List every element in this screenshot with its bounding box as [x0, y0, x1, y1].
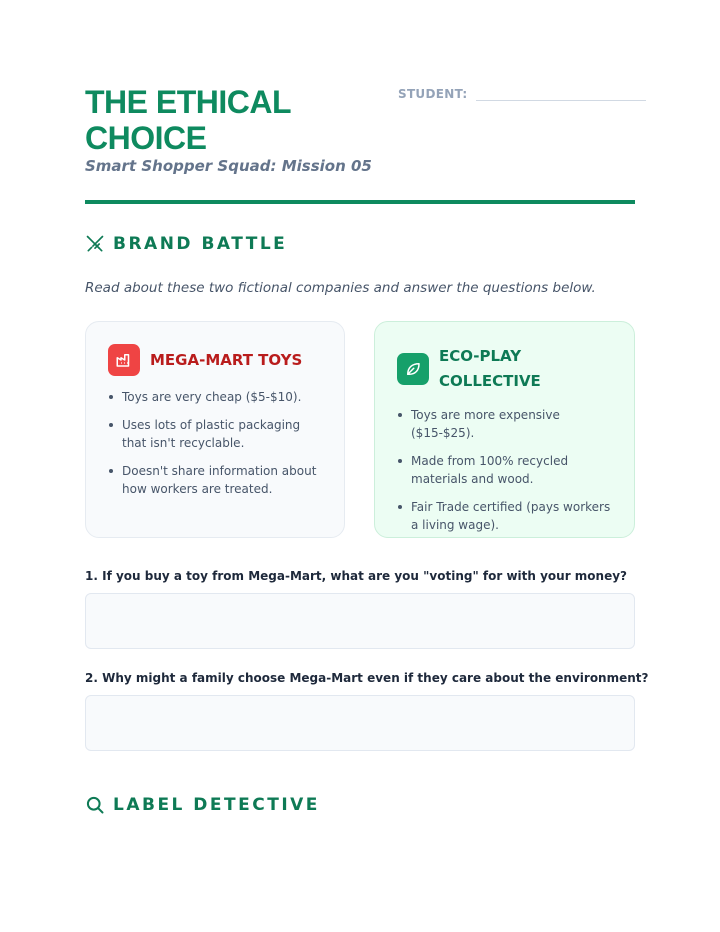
question-text: Why might a family choose Mega-Mart even if they care about the environment? [102, 671, 649, 685]
company-facts [397, 406, 612, 544]
list-item: Toys are more expensive ($15-$25). [397, 406, 612, 442]
section-brand-battle [85, 234, 287, 254]
instructions: Read about these two fictional companies and answer the questions below. [85, 280, 596, 296]
question-text: If you buy a toy from Mega-Mart, what are you "voting" for with your money? [102, 569, 628, 583]
answer-box-2[interactable] [85, 695, 635, 751]
company-card-eco-play [374, 321, 635, 538]
student-name-field [398, 86, 646, 101]
worksheet-subtitle: Smart Shopper Squad: Mission 05 [85, 157, 372, 175]
question-2 [85, 671, 648, 685]
section-label-detective [85, 795, 320, 815]
company-facts [108, 388, 323, 508]
company-name: MEGA-MART TOYS [150, 350, 303, 369]
student-name-line[interactable] [476, 86, 646, 101]
list-item: Made from 100% recycled materials and wood. [397, 452, 612, 488]
list-item: Doesn't share information about how workers are treated. [108, 462, 323, 498]
company-card-mega-mart [85, 321, 345, 538]
leaf-icon [397, 353, 429, 385]
question-number: 1. [85, 569, 98, 583]
header-divider [85, 200, 635, 204]
question-1 [85, 569, 627, 583]
question-number: 2. [85, 671, 98, 685]
section-title: BRAND BATTLE [113, 234, 288, 254]
answer-box-1[interactable] [85, 593, 635, 649]
crossed-swords-icon [85, 234, 105, 254]
list-item: Toys are very cheap ($5-$10). [108, 388, 323, 406]
section-title: LABEL DETECTIVE [113, 795, 320, 815]
list-item: Uses lots of plastic packaging that isn't recyclable. [108, 416, 323, 452]
student-label: STUDENT: [398, 87, 468, 101]
list-item: Fair Trade certified (pays workers a living wage). [397, 498, 612, 534]
factory-icon [108, 344, 140, 376]
company-name: ECO-PLAY COLLECTIVE [439, 347, 541, 390]
worksheet-title: THE ETHICAL CHOICE [85, 84, 291, 156]
search-icon [85, 795, 105, 815]
